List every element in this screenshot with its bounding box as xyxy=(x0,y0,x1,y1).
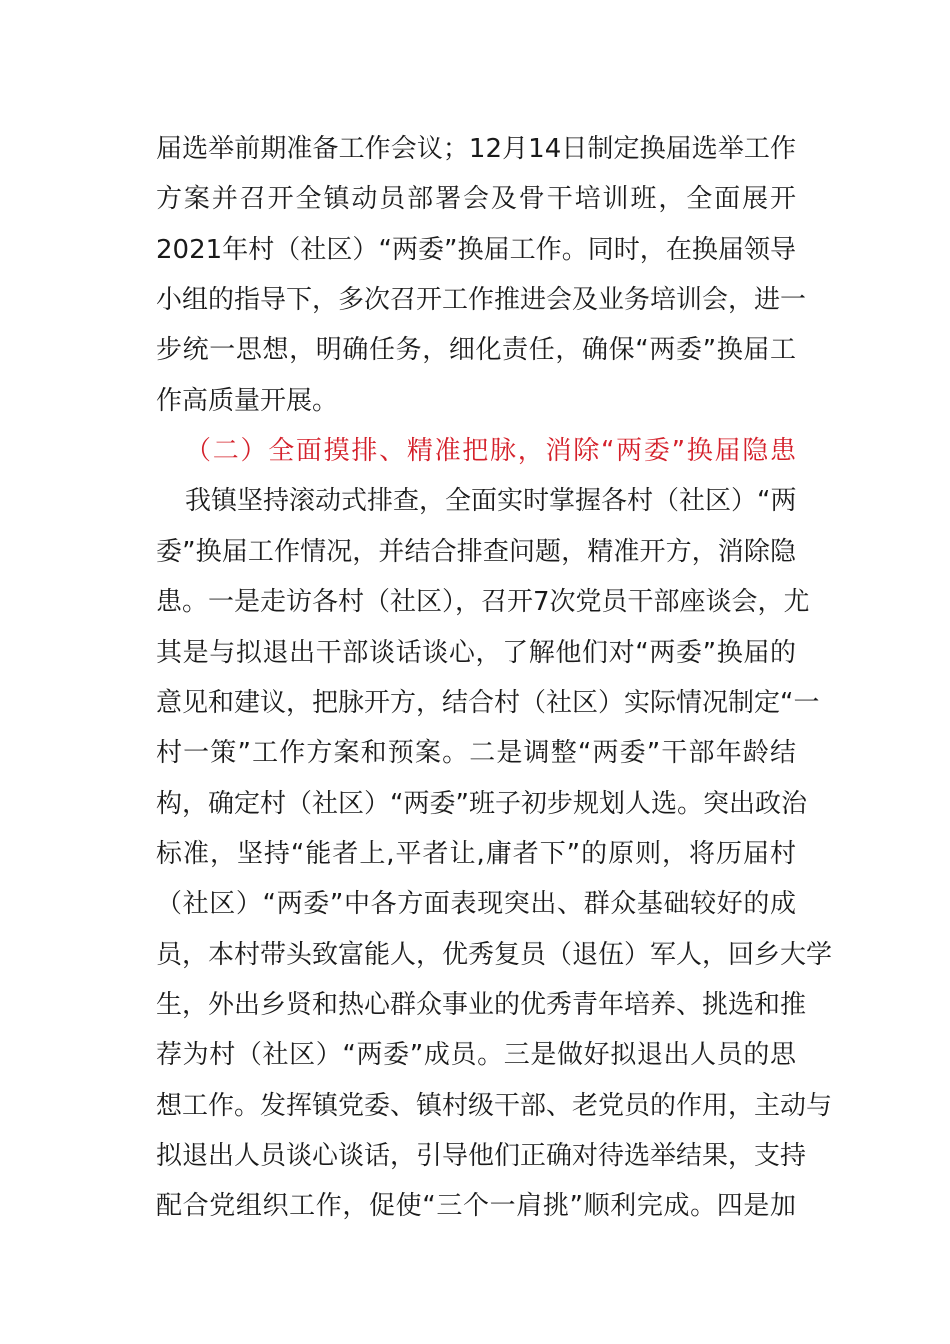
paragraph-line: 作高质量开展。 xyxy=(156,386,339,416)
paragraph-line: 标准，坚持“能者上,平者让,庸者下”的原则，将历届村 xyxy=(156,839,796,869)
paragraph-line: 员，本村带头致富能人，优秀复员（退伍）军人，回乡大学 xyxy=(156,940,833,970)
paragraph-line: 2021年村（社区）“两委”换届工作。同时，在换届领导 xyxy=(156,235,796,265)
paragraph-line: 小组的指导下，多次召开工作推进会及业务培训会，进一 xyxy=(156,285,807,315)
paragraph-line: 村一策”工作方案和预案。二是调整“两委”干部年龄结 xyxy=(156,738,796,768)
paragraph-line: 患。一是走访各村（社区），召开7次党员干部座谈会，尤 xyxy=(156,587,810,617)
paragraph-line: 意见和建议，把脉开方，结合村（社区）实际情况制定“一 xyxy=(156,688,820,718)
paragraph-line: 想工作。发挥镇党委、镇村级干部、老党员的作用，主动与 xyxy=(156,1091,833,1121)
paragraph-line: 生，外出乡贤和热心群众事业的优秀青年培养、挑选和推 xyxy=(156,990,807,1020)
paragraph-line: 构，确定村（社区）“两委”班子初步规划人选。突出政治 xyxy=(156,789,807,819)
paragraph-line: 委”换届工作情况，并结合排查问题，精准开方，消除隐 xyxy=(156,537,796,567)
paragraph-line: 步统一思想，明确任务，细化责任，确保“两委”换届工 xyxy=(156,335,796,365)
section-heading: （二）全面摸排、精准把脉，消除“两委”换届隐患 xyxy=(185,436,796,466)
paragraph-line: 拟退出人员谈心谈话，引导他们正确对待选举结果，支持 xyxy=(156,1141,807,1171)
paragraph-line: （社区）“两委”中各方面表现突出、群众基础较好的成 xyxy=(156,889,796,919)
paragraph-line: 配合党组织工作，促使“三个一肩挑”顺利完成。四是加 xyxy=(156,1191,796,1221)
paragraph-line: 方案并召开全镇动员部署会及骨干培训班，全面展开 xyxy=(156,184,796,214)
paragraph-line: 其是与拟退出干部谈话谈心，了解他们对“两委”换届的 xyxy=(156,638,796,668)
paragraph-line: 届选举前期准备工作会议；12月14日制定换届选举工作 xyxy=(156,134,796,164)
paragraph-line: 荐为村（社区）“两委”成员。三是做好拟退出人员的思 xyxy=(156,1040,796,1070)
paragraph-line: 我镇坚持滚动式排查，全面实时掌握各村（社区）“两 xyxy=(185,486,797,516)
